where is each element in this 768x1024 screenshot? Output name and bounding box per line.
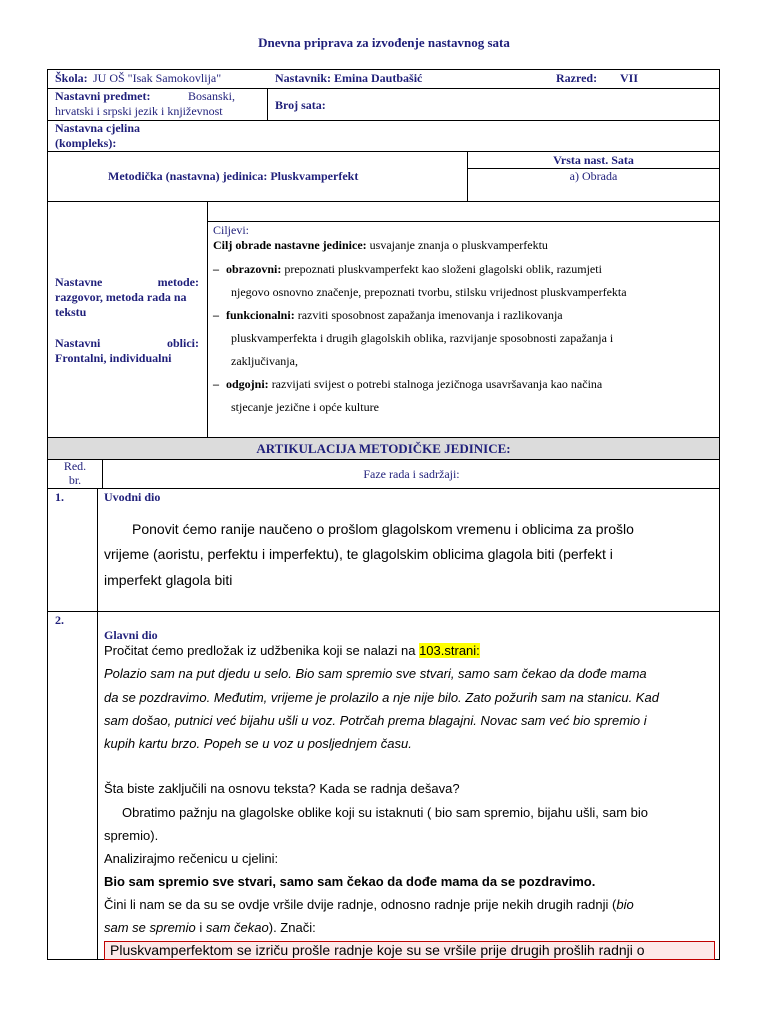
passage-line: da se pozdravimo. Međutim, vrijeme je prolazilo a nje nije bilo. Zato požurih sam na stanicu. Kad (104, 690, 659, 705)
analysis-line: Analizirajmo rečenicu u cjelini: (104, 851, 279, 866)
obrazovni-label: obrazovni: (226, 262, 282, 276)
passage-line: kupih kartu brzo. Popeh se u voz u posljednjem času. (104, 736, 412, 751)
dash: – (213, 377, 219, 391)
ciljevi-label: Ciljevi: (213, 223, 249, 237)
col-faze: Faze rada i sadržaji: (363, 467, 460, 481)
conclusion-text: i (195, 920, 206, 935)
page-reference: 103.strani: (419, 643, 480, 658)
nastavna-cjelina: Nastavna cjelina (kompleks): (55, 121, 140, 150)
row-divider (207, 221, 720, 222)
razred-value: VII (620, 71, 639, 85)
dash: – (213, 262, 219, 276)
row-divider (47, 151, 720, 152)
table-border-top (47, 69, 720, 70)
skola-label: Škola: (55, 71, 88, 85)
metode-value: razgovor, metoda rada na tekstu (55, 290, 187, 319)
cilj-value: usvajanje znanja o pluskvamperfektu (369, 238, 548, 252)
funkcionalni-text: razviti sposobnost zapažanja imenovanja i razlikovanja (297, 308, 563, 322)
conclusion-text: Čini li nam se da su se ovdje vršile dvije radnje, odnosno radnje prije nekih drugih radnji ( (104, 897, 617, 912)
phase1-line: imperfekt glagola biti (104, 572, 233, 588)
funkcionalni-cont: pluskvamperfekta i drugih glagolskih oblika, razvijanje sposobnosti zapažanja i (231, 331, 614, 345)
skola-value: JU OŠ "Isak Samokovlija" (93, 71, 222, 85)
razred-label: Razred: (556, 71, 598, 85)
conclusion-line (104, 920, 316, 935)
funkcionalni-label: funkcionalni: (226, 308, 295, 322)
col-red-br: Red. br. (63, 459, 87, 487)
vrsta-sata-label: Vrsta nast. Sata (553, 153, 634, 167)
cilj-label: Cilj obrade nastavne jedinice: (213, 238, 367, 252)
odgojni-cont: stjecanje jezične i opće kulture (231, 400, 379, 414)
odgojni-line (226, 377, 602, 392)
odgojni-label: odgojni: (226, 377, 269, 391)
obrazovni-line (226, 262, 602, 277)
obrazovni-text: prepoznati pluskvamperfekt kao složeni glagolski oblik, razumjeti (284, 262, 602, 276)
row-divider (47, 611, 720, 612)
artikulacija-heading: ARTIKULACIJA METODIČKE JEDINICE: (256, 441, 511, 456)
col-divider (97, 488, 98, 960)
predmet-value: Bosanski, hrvatski i srpski jezik i književnost (55, 89, 236, 118)
table-border-right (719, 69, 720, 960)
metode-label: Nastavne metode: (55, 275, 199, 289)
nastavna-jedinica: Metodička (nastavna) jedinica: Pluskvamperfekt (108, 169, 359, 183)
odgojni-text: razvijati svijest o potrebi stalnoga jezičnoga usavršavanja kao načina (271, 377, 603, 391)
obrazovni-cont: njegovo osnovno značenje, prepoznati tvorbu, stilsku vrijednost pluskvamperfekta (231, 285, 627, 299)
example-sentence: Bio sam spremio sve stvari, samo sam čekao da dođe mama da se pozdravimo. (104, 874, 596, 889)
definition-text: Pluskvamperfektom se izriču prošle radnje koje su se vršile prije drugih prošlih radnji o (110, 942, 645, 958)
broj-sata: Broj sata: (275, 98, 326, 112)
row-divider (47, 201, 720, 202)
conclusion-italic: bio (616, 897, 634, 912)
col-divider (207, 201, 208, 438)
phase1-line: vrijeme (aoristu, perfektu i imperfektu), te glagolskim oblicima glagola biti (perfekt i (104, 546, 613, 562)
phase1-line: Ponovit ćemo ranije naučeno o prošlom glagolskom vremenu i oblicima za prošlo (132, 521, 634, 537)
col-divider (267, 88, 268, 121)
oblici-label: Nastavni oblici: (55, 336, 199, 350)
funkcionalni-cont: zaključivanja, (231, 354, 298, 368)
passage-line: sam došao, putnici već bijahu ušli u voz. Potrčah prema blagajni. Novac sam već bio spremio i (104, 713, 647, 728)
page-title: Dnevna priprava za izvođenje nastavnog sata (258, 35, 510, 50)
conclusion-italic: sam čekao (205, 920, 269, 935)
dash: – (213, 308, 219, 322)
conclusion-italic: sam se spremio (104, 920, 196, 935)
nastavnik: Nastavnik: Emina Dautbašić (275, 71, 423, 85)
cilj-line (213, 238, 548, 253)
question-line: Šta biste zaključili na osnovu teksta? Kada se radnja dešava? (104, 781, 460, 796)
vrsta-sata-value: a) Obrada (569, 169, 618, 183)
row-divider (47, 459, 720, 460)
row-divider (47, 488, 720, 489)
phase1-num: 1. (55, 490, 64, 504)
oblici-value: Frontalni, individualni (55, 351, 172, 365)
phase2-num: 2. (55, 613, 64, 627)
phase2-name: Glavni dio (104, 628, 158, 642)
predmet-label: Nastavni predmet: (55, 89, 151, 103)
conclusion-line (104, 897, 634, 912)
conclusion-text: ). Znači: (268, 920, 316, 935)
phase2-intro: Pročitat ćemo predložak iz udžbenika koji se nalazi na (104, 643, 416, 658)
observation-line: spremio). (104, 828, 159, 843)
passage-line: Polazio sam na put djedu u selo. Bio sam spremio sve stvari, samo sam čekao da dođe mama (104, 666, 647, 681)
phase1-name: Uvodni dio (104, 490, 161, 504)
phase2-intro-line (104, 643, 480, 658)
funkcionalni-line (226, 308, 563, 323)
table-border-left (47, 69, 48, 960)
observation-line: Obratimo pažnju na glagolske oblike koji su istaknuti ( bio sam spremio, bijahu ušli, sam bio (122, 805, 649, 820)
